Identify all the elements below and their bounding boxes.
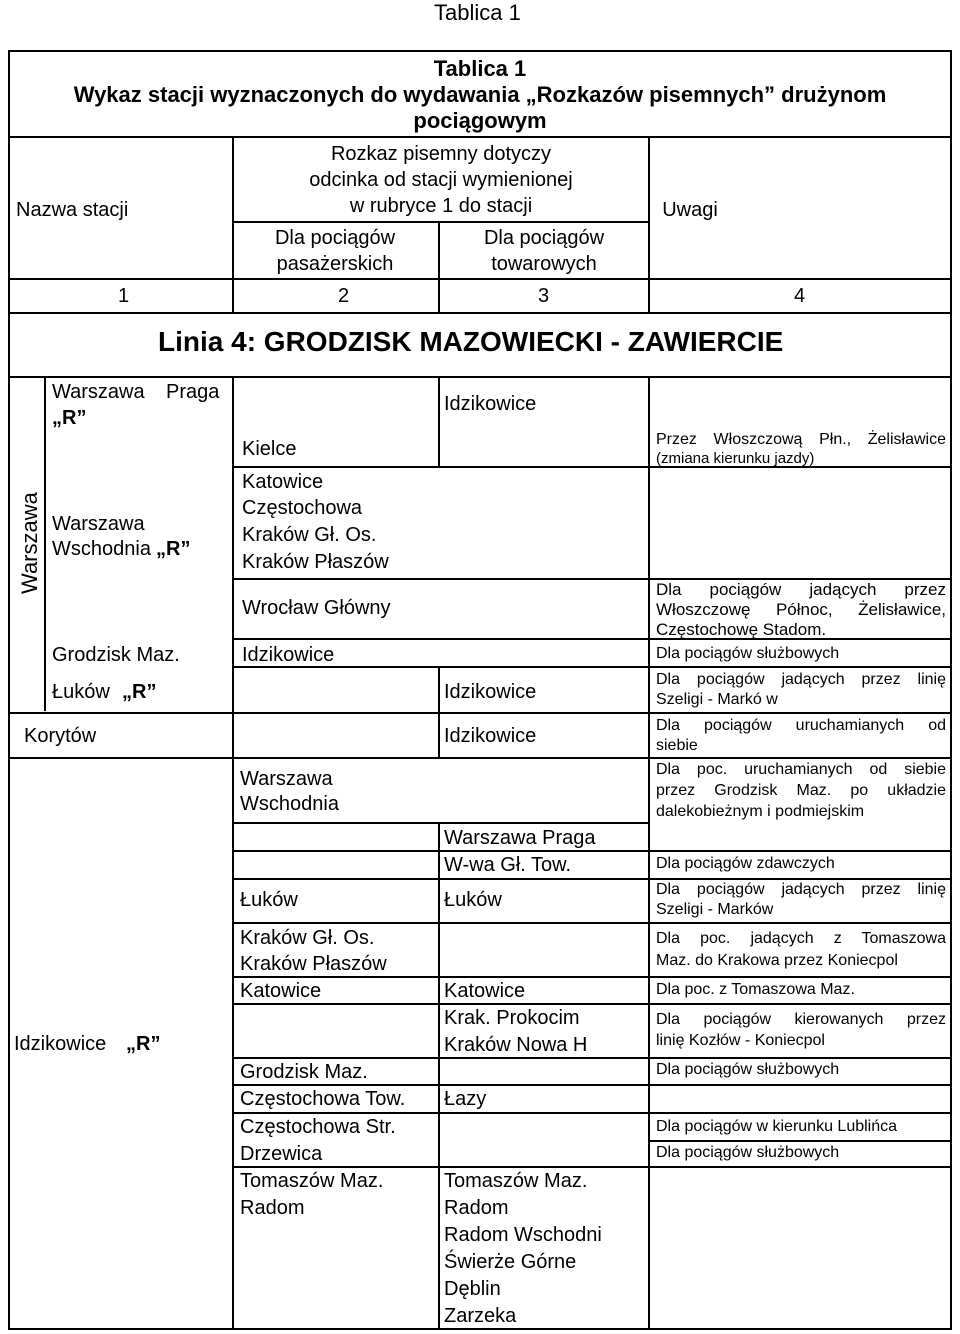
passenger-destination: Wschodnia	[240, 793, 339, 815]
station-name: Łuków	[52, 681, 110, 703]
station-name: Warszawa	[52, 513, 145, 535]
station-r-flag: „R”	[126, 1033, 161, 1055]
freight-destination: Zarzeka	[444, 1305, 517, 1327]
table-title: Wykaz stacji wyznaczonych do wydawania „Rozkazów pisemnych” drużynom	[73, 82, 887, 107]
remarks-divider	[650, 1166, 950, 1168]
passenger-destination: Łuków	[240, 889, 298, 911]
group-divider	[44, 377, 46, 711]
col-divider	[438, 377, 440, 466]
remark: Dla pociągów służbowych	[656, 1061, 840, 1078]
remarks-divider	[650, 1140, 950, 1142]
row-divider	[232, 878, 650, 880]
freight-destination: Idzikowice	[444, 681, 537, 703]
header-divider	[9, 278, 951, 280]
passenger-destination: Radom	[240, 1197, 305, 1219]
remark: siebie	[656, 737, 698, 754]
passenger-destination: Kraków Płaszów	[240, 953, 387, 975]
remark: Częstochowę Stadom.	[656, 620, 827, 639]
remark: dalekobieżnym i podmiejskim	[656, 803, 865, 820]
remark: Dla poc. jadących z Tomaszowa	[656, 930, 946, 947]
remark: linię Kozłów - Koniecpol	[656, 1032, 825, 1049]
section-divider	[9, 376, 951, 378]
freight-destination: Katowice	[444, 980, 526, 1002]
station-name: Praga	[166, 381, 220, 403]
col-passenger-header: pasażerskich	[276, 253, 394, 275]
col-divider	[438, 666, 440, 757]
header-divider	[9, 312, 951, 314]
passenger-destination: Wrocław Główny	[242, 597, 391, 619]
remark: Dla pociągów kierowanych przez	[656, 1011, 946, 1028]
header-divider	[9, 136, 951, 138]
freight-destination: Dęblin	[444, 1278, 501, 1300]
station-name: Korytów	[24, 725, 97, 747]
header-sub-divider	[232, 221, 650, 223]
passenger-destination: Tomaszów Maz.	[240, 1170, 384, 1192]
col-freight-header: towarowych	[491, 253, 597, 275]
remark: Dla poc. uruchamianych od siebie	[656, 761, 946, 778]
passenger-destination: Kraków Płaszów	[242, 551, 389, 573]
col-divider	[648, 377, 650, 1330]
num-col-divider	[232, 279, 234, 312]
passenger-destination: Kielce	[242, 438, 297, 460]
remark: Dla pociągów służbowych	[656, 1144, 840, 1161]
remarks-divider	[650, 1003, 950, 1005]
remark: Dla pociągów jadących przez linię	[656, 671, 946, 688]
remarks-divider	[650, 922, 950, 924]
row-divider	[9, 712, 233, 714]
passenger-destination: Katowice	[242, 471, 324, 493]
freight-destination: Radom Wschodni	[444, 1224, 602, 1246]
row-divider	[232, 1166, 650, 1168]
remark: Dla pociągów uruchamianych od	[656, 717, 946, 734]
passenger-destination: Idzikowice	[242, 644, 335, 666]
row-divider	[232, 712, 650, 714]
line-title: Linia 4: GRODZISK MAZOWIECKI - ZAWIERCIE	[158, 326, 784, 357]
col-number: 1	[118, 285, 130, 307]
row-divider	[9, 757, 233, 759]
col-divider	[438, 822, 440, 1330]
remark: Dla pociągów w kierunku Lublińca	[656, 1118, 898, 1135]
remark: Szeligi - Marków	[656, 901, 774, 918]
remark: Dla poc. z Tomaszowa Maz.	[656, 981, 855, 998]
remarks-divider	[650, 1057, 950, 1059]
col-remarks-header: Uwagi	[662, 199, 718, 221]
row-divider	[232, 1057, 650, 1059]
remark: Dla pociągów jadących przez linię	[656, 881, 946, 898]
remark: Szeligi - Markó w	[656, 691, 778, 708]
station-name: Idzikowice	[14, 1033, 107, 1055]
remark: Dla pociągów jadących przez	[656, 580, 946, 599]
freight-destination: Radom	[444, 1197, 509, 1219]
col-station-header: Nazwa stacji	[16, 199, 129, 221]
page-title: Tablica 1	[434, 0, 521, 25]
col-order-header: w rubryce 1 do stacji	[349, 195, 533, 217]
passenger-destination: Częstochowa	[242, 497, 363, 519]
remark: Dla pociągów zdawczych	[656, 855, 835, 872]
remark: Przez Włoszczową Płn., Żelisławice	[656, 431, 946, 448]
station-name: Wschodnia	[52, 538, 151, 560]
num-col-divider	[648, 279, 650, 312]
station-r-flag: „R”	[122, 681, 157, 703]
remarks-divider	[650, 1112, 950, 1114]
remark: Maz. do Krakowa przez Koniecpol	[656, 952, 898, 969]
remarks-divider	[650, 666, 950, 668]
row-divider	[232, 822, 650, 824]
passenger-destination: Częstochowa Str.	[240, 1116, 396, 1138]
num-col-divider	[438, 279, 440, 312]
row-divider	[232, 976, 650, 978]
table-label: Tablica 1	[433, 56, 527, 81]
passenger-destination: Katowice	[240, 980, 322, 1002]
row-divider	[232, 1003, 650, 1005]
row-divider	[232, 850, 650, 852]
col-divider	[232, 377, 234, 1330]
row-divider	[232, 1112, 650, 1114]
row-divider	[232, 578, 650, 580]
freight-destination: Świerże Górne	[444, 1251, 577, 1273]
passenger-destination: Grodzisk Maz.	[240, 1061, 368, 1083]
passenger-destination: Warszawa	[240, 768, 333, 790]
passenger-destination: Kraków Gł. Os.	[240, 927, 375, 949]
freight-destination: Kraków Nowa H	[444, 1034, 588, 1056]
remarks-divider	[650, 757, 950, 759]
station-name: Grodzisk Maz.	[52, 644, 180, 666]
col-order-header: odcinka od stacji wymienionej	[309, 169, 573, 191]
col-passenger-header: Dla pociągów	[274, 227, 396, 249]
remark: przez Grodzisk Maz. po układzie	[656, 782, 946, 799]
remarks-divider	[650, 712, 950, 714]
passenger-destination: Częstochowa Tow.	[240, 1088, 406, 1110]
freight-destination: Idzikowice	[444, 393, 537, 415]
freight-destination: Tomaszów Maz.	[444, 1170, 588, 1192]
freight-destination: Idzikowice	[444, 725, 537, 747]
col-freight-header: Dla pociągów	[483, 227, 605, 249]
passenger-destination: Drzewica	[240, 1143, 323, 1165]
passenger-destination: Kraków Gł. Os.	[242, 524, 377, 546]
row-divider	[232, 466, 650, 468]
remarks-divider	[650, 976, 950, 978]
remark: (zmiana kierunku jazdy)	[656, 450, 815, 467]
row-divider	[232, 1084, 650, 1086]
col-order-header: Rozkaz pisemny dotyczy	[330, 143, 552, 165]
remark: Dla pociągów służbowych	[656, 645, 840, 662]
remark: Włoszczowę Północ, Żelisławice,	[656, 600, 946, 619]
freight-destination: Warszawa Praga	[444, 827, 596, 849]
remarks-divider	[650, 850, 950, 852]
freight-destination: Łazy	[444, 1088, 487, 1110]
col-number: 4	[794, 285, 806, 307]
table-title-cont: pociągowym	[413, 108, 547, 133]
freight-destination: W-wa Gł. Tow.	[444, 854, 572, 876]
col-number: 2	[338, 285, 350, 307]
row-divider	[232, 757, 650, 759]
col-number: 3	[538, 285, 550, 307]
row-divider	[232, 638, 650, 640]
row-divider	[232, 922, 650, 924]
group-label: Warszawa	[17, 492, 42, 594]
station-name: Warszawa	[52, 381, 145, 403]
remarks-divider	[650, 1084, 950, 1086]
station-r-flag: „R”	[156, 538, 191, 560]
freight-destination: Krak. Prokocim	[444, 1007, 580, 1029]
station-r-flag: „R”	[52, 407, 87, 429]
freight-destination: Łuków	[444, 889, 502, 911]
